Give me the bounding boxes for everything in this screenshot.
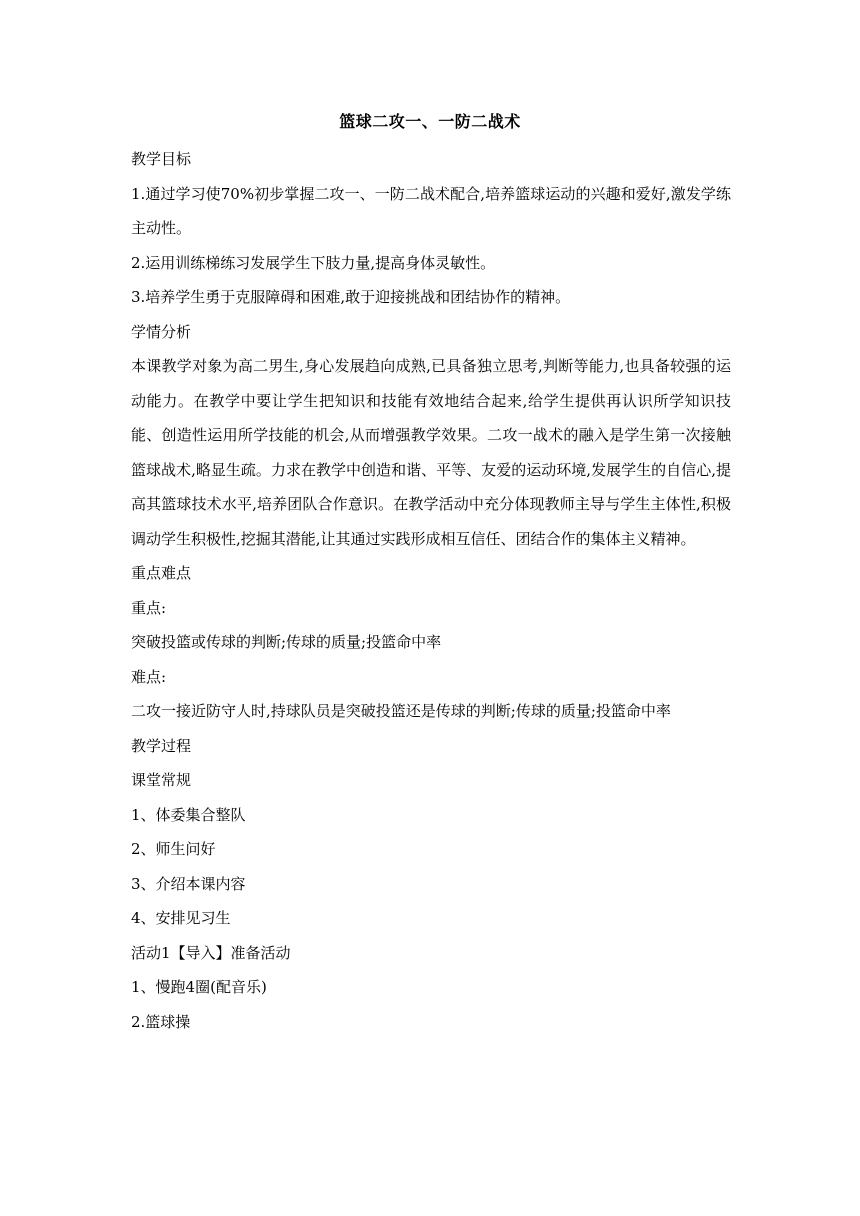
activity-heading-1: 活动1【导入】准备活动	[131, 943, 291, 962]
student-analysis-paragraph: 本课教学对象为高二男生,身心发展趋向成熟,已具备独立思考,判断等能力,也具备较强的运动能力。在教学中要让学生把知识和技能有效地结合起来,给学生提供再认识所学知识技能、创造性运用所学技能的机会,从而增强教学效果。二攻一战术的融入是学生第一次接触篮球战术,略显生疏。力求在教学中创造和谐、平等、友爱的运动环境,发展学生的自信心,提高其篮球技术水平,培养团队合作意识。在教学活动中充分体现教师主导与学生主体性,积极调动学生积极性,挖掘其潜能,让其通过实践形成相互信任、团结合作的集体主义精神。	[131, 357, 731, 548]
goal-item-1: 1.通过学习使70%初步掌握二攻一、一防二战术配合,培养篮球运动的兴趣和爱好,激发学练主动性。	[131, 184, 731, 237]
difficulty-label: 难点:	[131, 667, 167, 686]
document-body	[131, 142, 731, 1039]
section-heading-teaching-process: 教学过程	[131, 736, 192, 755]
goal-item-3: 3.培养学生勇于克服障碍和困难,敢于迎接挑战和团结协作的精神。	[131, 288, 571, 306]
routine-item-2: 2、师生问好	[131, 840, 216, 858]
key-point-text: 突破投篮或传球的判断;传球的质量;投篮命中率	[131, 633, 442, 651]
routine-item-1: 1、体委集合整队	[131, 805, 246, 824]
goal-item-2: 2.运用训练梯练习发展学生下肢力量,提高身体灵敏性。	[131, 253, 496, 272]
activity-item-2: 2.篮球操	[131, 1012, 191, 1031]
routine-item-3: 3、介绍本课内容	[131, 874, 246, 893]
routine-item-4: 4、安排见习生	[131, 909, 231, 927]
section-heading-teaching-goals: 教学目标	[131, 150, 192, 168]
key-point-label: 重点:	[131, 598, 167, 617]
page-title: 篮球二攻一、一防二战术	[339, 112, 521, 131]
difficulty-text: 二攻一接近防守人时,持球队员是突破投篮还是传球的判断;传球的质量;投篮命中率	[131, 702, 671, 720]
subheading-class-routine: 课堂常规	[131, 771, 192, 789]
section-heading-key-points: 重点难点	[131, 564, 192, 582]
activity-item-1: 1、慢跑4圈(配音乐)	[131, 978, 267, 996]
section-heading-student-analysis: 学情分析	[131, 322, 192, 341]
